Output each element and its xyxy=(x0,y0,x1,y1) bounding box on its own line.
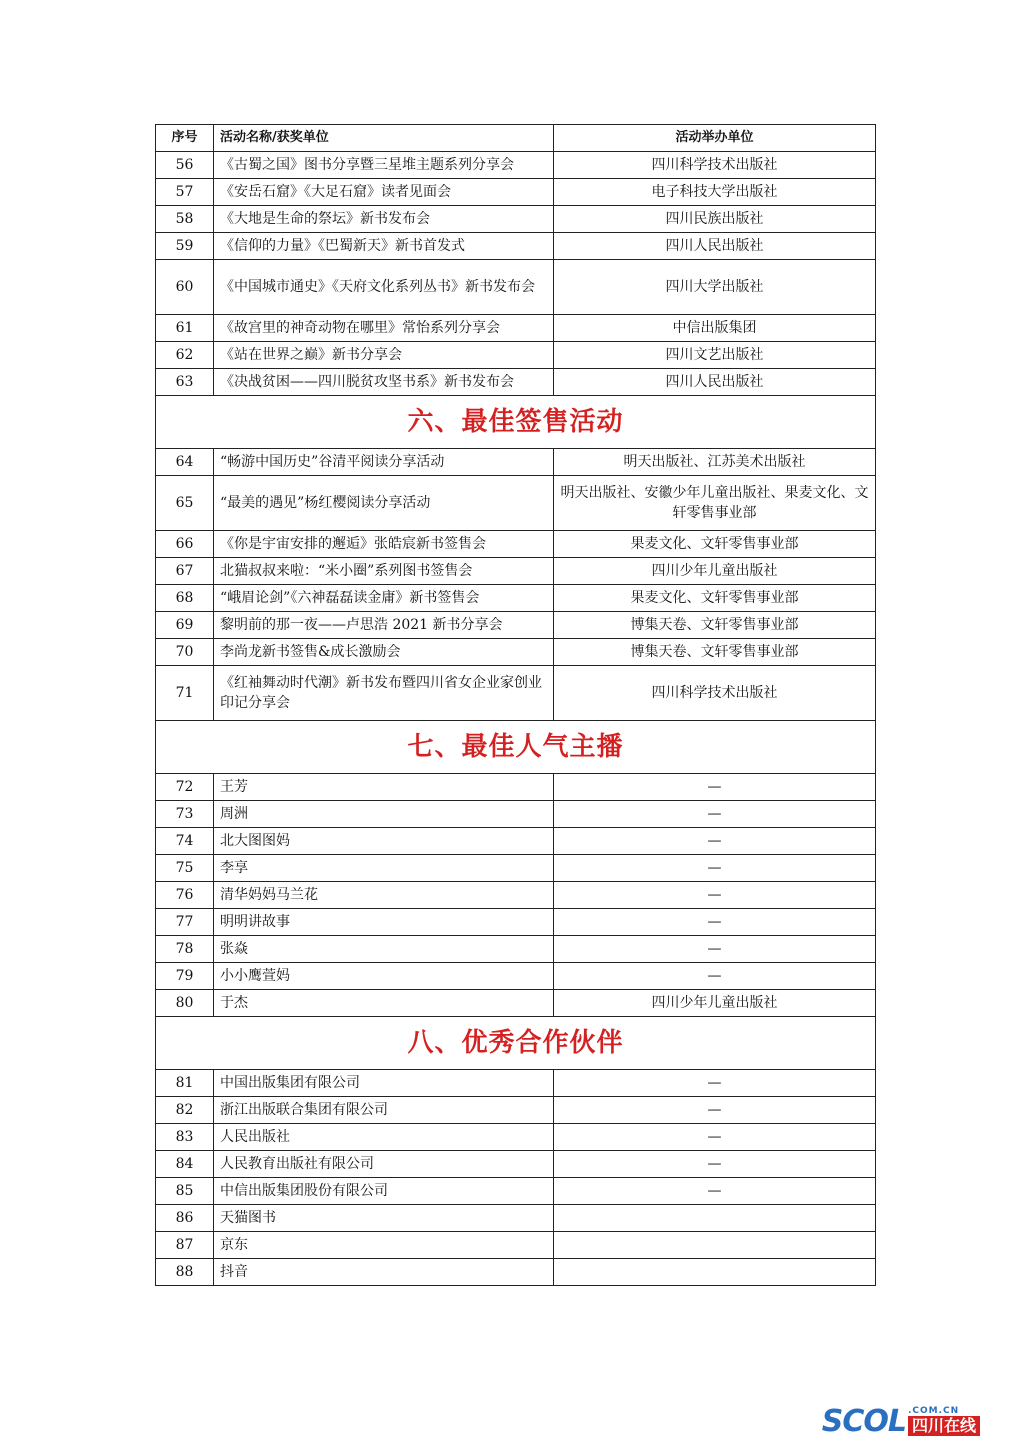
table-row xyxy=(156,774,876,801)
row-organizer xyxy=(554,1259,876,1286)
row-organizer: 四川文艺出版社 xyxy=(554,342,876,369)
section-title: 七、最佳人气主播 xyxy=(156,721,876,774)
row-number: 75 xyxy=(156,855,214,882)
row-organizer: — xyxy=(554,774,876,801)
awards-table xyxy=(155,124,876,1286)
row-activity-name: 《安岳石窟》《大足石窟》读者见面会 xyxy=(214,179,554,206)
row-organizer: 四川人民出版社 xyxy=(554,233,876,260)
table-row xyxy=(156,1070,876,1097)
row-number: 81 xyxy=(156,1070,214,1097)
row-number: 73 xyxy=(156,801,214,828)
row-activity-name: 《信仰的力量》《巴蜀新天》新书首发式 xyxy=(214,233,554,260)
row-organizer: — xyxy=(554,963,876,990)
table-row xyxy=(156,612,876,639)
row-number: 64 xyxy=(156,449,214,476)
header-activity: 活动名称/获奖单位 xyxy=(214,125,554,152)
row-number: 88 xyxy=(156,1259,214,1286)
row-organizer: 四川科学技术出版社 xyxy=(554,666,876,721)
header-number: 序号 xyxy=(156,125,214,152)
row-activity-name: 清华妈妈马兰花 xyxy=(214,882,554,909)
table-body xyxy=(156,152,876,1286)
table-row xyxy=(156,1259,876,1286)
row-number: 70 xyxy=(156,639,214,666)
row-number: 63 xyxy=(156,369,214,396)
row-number: 57 xyxy=(156,179,214,206)
table-row xyxy=(156,342,876,369)
row-organizer: — xyxy=(554,936,876,963)
row-organizer: 果麦文化、文轩零售事业部 xyxy=(554,531,876,558)
row-activity-name: 《中国城市通史》《天府文化系列丛书》新书发布会 xyxy=(214,260,554,315)
table-row xyxy=(156,1232,876,1259)
row-organizer xyxy=(554,1205,876,1232)
row-organizer xyxy=(554,1232,876,1259)
row-activity-name: 小小鹰萱妈 xyxy=(214,963,554,990)
row-activity-name: 《大地是生命的祭坛》新书发布会 xyxy=(214,206,554,233)
row-number: 77 xyxy=(156,909,214,936)
header-organizer: 活动举办单位 xyxy=(554,125,876,152)
row-organizer: 四川少年儿童出版社 xyxy=(554,990,876,1017)
row-organizer: 四川科学技术出版社 xyxy=(554,152,876,179)
row-number: 85 xyxy=(156,1178,214,1205)
row-activity-name: 天猫图书 xyxy=(214,1205,554,1232)
row-organizer: — xyxy=(554,1178,876,1205)
row-organizer: — xyxy=(554,1151,876,1178)
table-row xyxy=(156,801,876,828)
row-number: 58 xyxy=(156,206,214,233)
row-number: 84 xyxy=(156,1151,214,1178)
row-number: 61 xyxy=(156,315,214,342)
row-organizer: — xyxy=(554,882,876,909)
table-row xyxy=(156,828,876,855)
table-header-row xyxy=(156,125,876,152)
row-number: 79 xyxy=(156,963,214,990)
row-number: 83 xyxy=(156,1124,214,1151)
section-header-row xyxy=(156,396,876,449)
row-activity-name: 北大图图妈 xyxy=(214,828,554,855)
row-number: 68 xyxy=(156,585,214,612)
row-activity-name: 周洲 xyxy=(214,801,554,828)
row-number: 86 xyxy=(156,1205,214,1232)
row-number: 60 xyxy=(156,260,214,315)
table-row xyxy=(156,1097,876,1124)
table-row xyxy=(156,990,876,1017)
row-activity-name: 王芳 xyxy=(214,774,554,801)
row-organizer: — xyxy=(554,828,876,855)
row-number: 72 xyxy=(156,774,214,801)
row-activity-name: 张焱 xyxy=(214,936,554,963)
row-activity-name: “畅游中国历史”谷清平阅读分享活动 xyxy=(214,449,554,476)
table-row xyxy=(156,179,876,206)
row-organizer: 博集天卷、文轩零售事业部 xyxy=(554,612,876,639)
row-activity-name: 人民出版社 xyxy=(214,1124,554,1151)
row-number: 66 xyxy=(156,531,214,558)
row-organizer: 四川少年儿童出版社 xyxy=(554,558,876,585)
row-organizer: 四川大学出版社 xyxy=(554,260,876,315)
row-number: 59 xyxy=(156,233,214,260)
table-row xyxy=(156,558,876,585)
table-row xyxy=(156,233,876,260)
table-row xyxy=(156,1205,876,1232)
row-organizer: — xyxy=(554,1070,876,1097)
row-organizer: — xyxy=(554,801,876,828)
table-row xyxy=(156,531,876,558)
row-number: 76 xyxy=(156,882,214,909)
row-number: 74 xyxy=(156,828,214,855)
table-row xyxy=(156,260,876,315)
row-number: 82 xyxy=(156,1097,214,1124)
row-organizer: 中信出版集团 xyxy=(554,315,876,342)
row-activity-name: 浙江出版联合集团有限公司 xyxy=(214,1097,554,1124)
row-activity-name: 明明讲故事 xyxy=(214,909,554,936)
section-title: 六、最佳签售活动 xyxy=(156,396,876,449)
row-activity-name: 《决战贫困——四川脱贫攻坚书系》新书发布会 xyxy=(214,369,554,396)
row-activity-name: 李尚龙新书签售&成长激励会 xyxy=(214,639,554,666)
row-organizer: 电子科技大学出版社 xyxy=(554,179,876,206)
logo-side xyxy=(908,1406,980,1436)
row-activity-name: 北猫叔叔来啦：“米小圈”系列图书签售会 xyxy=(214,558,554,585)
row-activity-name: 抖音 xyxy=(214,1259,554,1286)
table-row xyxy=(156,639,876,666)
row-organizer: 四川人民出版社 xyxy=(554,369,876,396)
row-number: 71 xyxy=(156,666,214,721)
row-number: 56 xyxy=(156,152,214,179)
row-organizer: — xyxy=(554,855,876,882)
table-row xyxy=(156,369,876,396)
row-number: 80 xyxy=(156,990,214,1017)
row-activity-name: 黎明前的那一夜——卢思浩 2021 新书分享会 xyxy=(214,612,554,639)
table-row xyxy=(156,1124,876,1151)
table-row xyxy=(156,476,876,531)
row-number: 78 xyxy=(156,936,214,963)
table-row xyxy=(156,963,876,990)
row-number: 65 xyxy=(156,476,214,531)
row-activity-name: 于杰 xyxy=(214,990,554,1017)
row-number: 62 xyxy=(156,342,214,369)
row-number: 69 xyxy=(156,612,214,639)
scol-watermark xyxy=(822,1404,980,1438)
row-activity-name: 中国出版集团有限公司 xyxy=(214,1070,554,1097)
table-row xyxy=(156,585,876,612)
row-activity-name: 《你是宇宙安排的邂逅》张皓宸新书签售会 xyxy=(214,531,554,558)
row-organizer: 明天出版社、安徽少年儿童出版社、果麦文化、文轩零售事业部 xyxy=(554,476,876,531)
row-organizer: 博集天卷、文轩零售事业部 xyxy=(554,639,876,666)
table-row xyxy=(156,206,876,233)
table-row xyxy=(156,1178,876,1205)
row-activity-name: 《站在世界之巅》新书分享会 xyxy=(214,342,554,369)
table-row xyxy=(156,855,876,882)
row-activity-name: 《古蜀之国》图书分享暨三星堆主题系列分享会 xyxy=(214,152,554,179)
scol-logo: SCOL xyxy=(821,1403,906,1439)
row-activity-name: 京东 xyxy=(214,1232,554,1259)
row-activity-name: “最美的遇见”杨红樱阅读分享活动 xyxy=(214,476,554,531)
row-activity-name: 中信出版集团股份有限公司 xyxy=(214,1178,554,1205)
table-row xyxy=(156,666,876,721)
table-row xyxy=(156,315,876,342)
table-row xyxy=(156,882,876,909)
row-number: 87 xyxy=(156,1232,214,1259)
row-activity-name: 《红袖舞动时代潮》新书发布暨四川省女企业家创业印记分享会 xyxy=(214,666,554,721)
row-activity-name: “峨眉论剑”《六神磊磊读金庸》新书签售会 xyxy=(214,585,554,612)
section-title: 八、优秀合作伙伴 xyxy=(156,1017,876,1070)
row-organizer: 四川民族出版社 xyxy=(554,206,876,233)
row-organizer: — xyxy=(554,909,876,936)
table-row xyxy=(156,449,876,476)
row-activity-name: 人民教育出版社有限公司 xyxy=(214,1151,554,1178)
row-organizer: 果麦文化、文轩零售事业部 xyxy=(554,585,876,612)
section-header-row xyxy=(156,721,876,774)
table-row xyxy=(156,909,876,936)
table-row xyxy=(156,152,876,179)
table-row xyxy=(156,936,876,963)
section-header-row xyxy=(156,1017,876,1070)
row-activity-name: 《故宫里的神奇动物在哪里》常怡系列分享会 xyxy=(214,315,554,342)
logo-domain: .COM.CN xyxy=(907,1406,960,1416)
row-organizer: 明天出版社、江苏美术出版社 xyxy=(554,449,876,476)
row-organizer: — xyxy=(554,1124,876,1151)
row-activity-name: 李享 xyxy=(214,855,554,882)
row-organizer: — xyxy=(554,1097,876,1124)
row-number: 67 xyxy=(156,558,214,585)
table-row xyxy=(156,1151,876,1178)
logo-site-name: 四川在线 xyxy=(908,1416,980,1436)
